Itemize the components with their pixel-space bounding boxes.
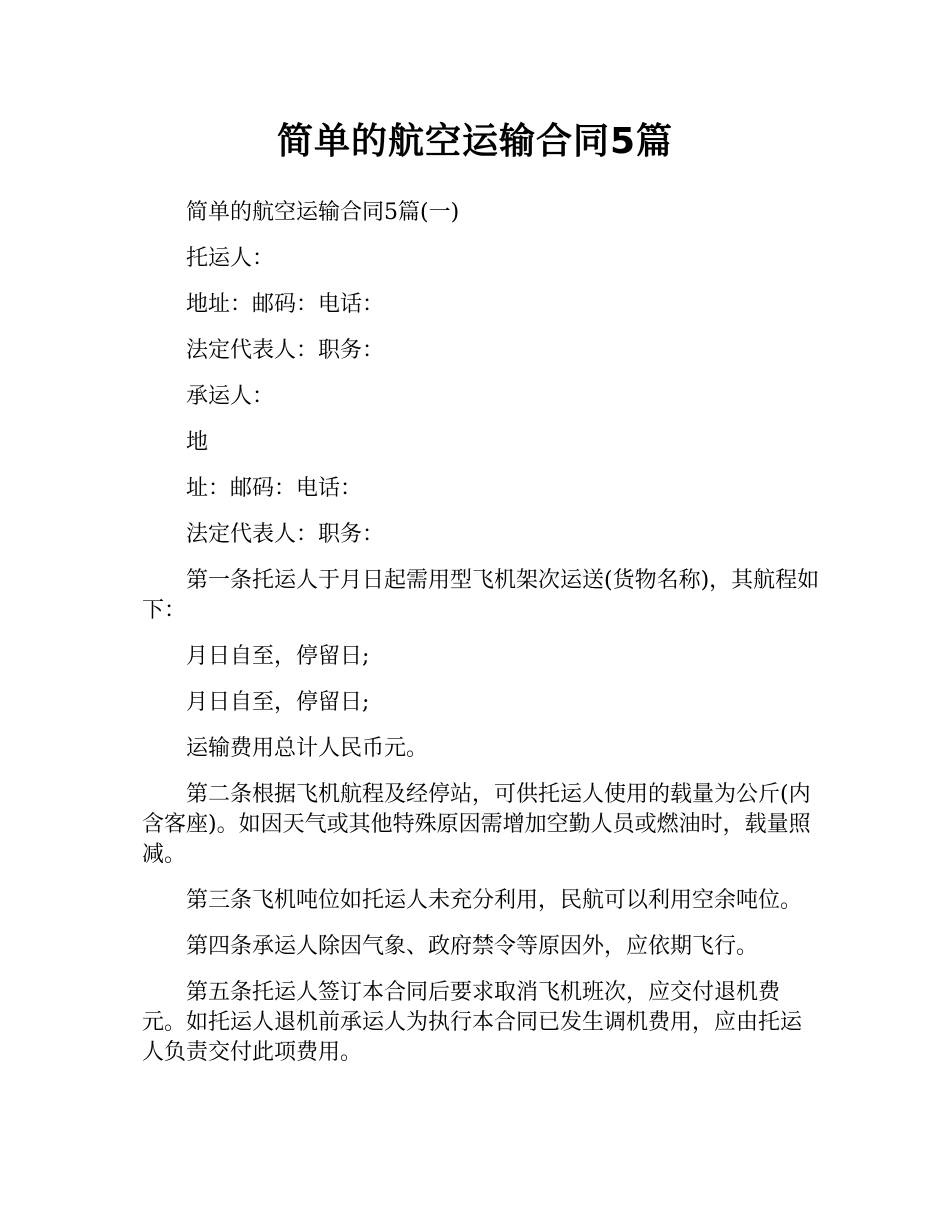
paragraph-carrier-address-part2: 址：邮码：电话：	[186, 476, 363, 501]
paragraph-carrier-address-part1: 地	[186, 430, 209, 455]
document-title: 简单的航空运输合同5篇	[276, 121, 674, 162]
paragraph-route-2: 月日自至，停留日;	[186, 690, 370, 715]
paragraph-subtitle: 简单的航空运输合同5篇(一)	[186, 200, 460, 225]
paragraph-article-1: 第一条托运人于月日起需用型飞机架次运送(货物名称)，其航程如下：	[142, 568, 820, 623]
paragraph-carrier: 承运人：	[186, 384, 275, 409]
document-body	[142, 198, 822, 1084]
paragraph-shipper: 托运人：	[186, 246, 275, 271]
paragraph-article-4: 第四条承运人除因气象、政府禁令等原因外，应依期飞行。	[186, 934, 759, 959]
paragraph-carrier-representative: 法定代表人：职务：	[186, 522, 385, 547]
paragraph-total-cost: 运输费用总计人民币元。	[186, 736, 429, 761]
paragraph-article-2: 第二条根据飞机航程及经停站，可供托运人使用的载量为公斤(内含客座)。如因天气或其他特殊原因需增加空勤人员或燃油时，载量照减。	[142, 782, 811, 867]
paragraph-article-5: 第五条托运人签订本合同后要求取消飞机班次，应交付退机费元。如托运人退机前承运人为执行本合同已发生调机费用，应由托运人负责交付此项费用。	[142, 980, 803, 1065]
paragraph-shipper-address: 地址：邮码：电话：	[186, 292, 385, 317]
paragraph-article-3: 第三条飞机吨位如托运人未充分利用，民航可以利用空余吨位。	[186, 888, 803, 913]
paragraph-shipper-representative: 法定代表人：职务：	[186, 338, 385, 363]
paragraph-route-1: 月日自至，停留日;	[186, 644, 370, 669]
